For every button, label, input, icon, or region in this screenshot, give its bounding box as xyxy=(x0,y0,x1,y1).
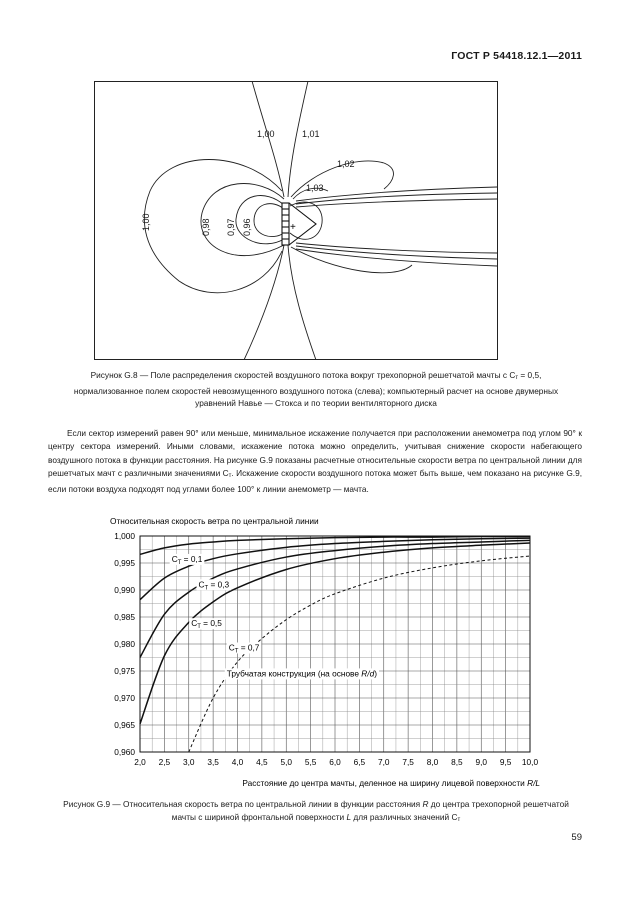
series-label-4: Трубчатая конструкция (на основе R/d) xyxy=(226,668,377,679)
contour-101-lower xyxy=(288,245,316,360)
chart-title: Относительная скорость ветра по центральной линии xyxy=(110,516,319,526)
x-tick-label: 5,5 xyxy=(304,757,317,767)
label-102: 1,02 xyxy=(337,159,355,169)
y-tick-label: 0,980 xyxy=(114,639,135,649)
contour-100-lower xyxy=(244,245,284,360)
x-tick-label: 7,0 xyxy=(377,757,390,767)
x-tick-label: 9,5 xyxy=(499,757,512,767)
wake-lower-c xyxy=(296,249,497,266)
label-096: 0,96 xyxy=(242,218,252,236)
y-tick-label: 0,960 xyxy=(114,747,135,757)
mast-center-mark: + xyxy=(290,222,296,233)
figure-g8-flow-field xyxy=(94,81,498,360)
x-tick-label: 3,5 xyxy=(207,757,219,767)
wake-upper-b xyxy=(296,193,497,204)
y-tick-label: 1,000 xyxy=(114,531,135,541)
y-tick-label: 0,985 xyxy=(114,612,135,622)
x-tick-label: 4,5 xyxy=(256,757,268,767)
x-tick-label: 6,0 xyxy=(329,757,341,767)
x-tick-label: 2,0 xyxy=(134,757,146,767)
figure-g8-caption: Рисунок G.8 — Поле распределения скоростей воздушного потока вокруг трехопорной решетчатой мачты с Cт = 0,5, нормализованное полем скоростей невозмущенного воздушного потока (слева); компьютерный расчет на основе двумерных уравнений Навье — Стокса и по теории вентиляторного диска xyxy=(73,370,559,409)
y-tick-label: 0,965 xyxy=(114,720,135,730)
series-label-1: $C_T = 0,3$ xyxy=(198,579,230,592)
x-axis-label: Расстояние до центра мачты, деленное на ширину лицевой поверхности R/L xyxy=(242,778,540,788)
contour-101-upper xyxy=(288,81,308,197)
y-tick-label: 0,975 xyxy=(114,666,135,676)
x-tick-label: 8,5 xyxy=(451,757,463,767)
contour-096 xyxy=(254,204,284,237)
standard-code-header: ГОСТ Р 54418.12.1—2011 xyxy=(451,50,582,62)
y-tick-labels xyxy=(114,531,135,757)
label-097: 0,97 xyxy=(226,218,236,236)
y-tick-label: 0,970 xyxy=(114,693,135,703)
y-tick-label: 0,990 xyxy=(114,585,135,595)
label-103: 1,03 xyxy=(306,183,324,193)
label-098: 0,98 xyxy=(201,218,211,236)
x-tick-label: 6,5 xyxy=(353,757,366,767)
x-tick-label: 4,0 xyxy=(231,757,244,767)
x-tick-label: 10,0 xyxy=(521,757,539,767)
body-paragraph: Если сектор измерений равен 90° или меньше, минимальное искажение получается при расположении анемометра под углом 90° к центру сектора измерений. Иными словами, искажение потока можно определить, учитывая снижение скорости набегающего воздушного потока в функции расстояния. На рисунке G.9 показаны расчетные относительные скорости ветра по центральной линии для решетчатых мачт с различными значениями Cт. Искажение скорости воздушного потока может быть выше, чем показано на рисунке G.9, если потоки воздуха подходят под углами более 100° к линии анемометр — мачта. xyxy=(48,428,582,495)
x-tick-label: 7,5 xyxy=(402,757,414,767)
x-tick-label: 9,0 xyxy=(475,757,488,767)
wake-upper-c xyxy=(296,199,497,207)
label-100-left: 1,00 xyxy=(141,213,151,231)
figure-g8-frame xyxy=(95,82,498,360)
wake-lower-a xyxy=(296,243,497,253)
series-label-0: $C_T = 0,1$ xyxy=(171,553,203,566)
label-101: 1,01 xyxy=(302,129,320,139)
figure-g9-caption: Рисунок G.9 — Относительная скорость ветра по центральной линии в функции расстояния R до центра трехопорной решетчатой мачты с шириной фронтальной поверхности L для различных значений Cт xyxy=(63,799,569,823)
series-label-2: $C_T = 0,5$ xyxy=(191,618,222,631)
label-100-top: 1,00 xyxy=(257,129,275,139)
wake-upper-a xyxy=(296,187,497,201)
series-label-3: $C_T = 0,7$ xyxy=(228,642,260,655)
figure-g9-chart xyxy=(80,514,550,794)
x-tick-label: 2,5 xyxy=(158,757,171,767)
page-number: 59 xyxy=(571,832,582,843)
x-tick-label: 3,0 xyxy=(182,757,195,767)
x-tick-labels xyxy=(134,757,538,767)
y-tick-label: 0,995 xyxy=(114,558,135,568)
x-tick-label: 8,0 xyxy=(426,757,439,767)
chart-grid xyxy=(140,536,530,752)
contour-100-upper xyxy=(252,81,284,197)
contour-100-left xyxy=(144,160,282,293)
x-tick-label: 5,0 xyxy=(280,757,293,767)
